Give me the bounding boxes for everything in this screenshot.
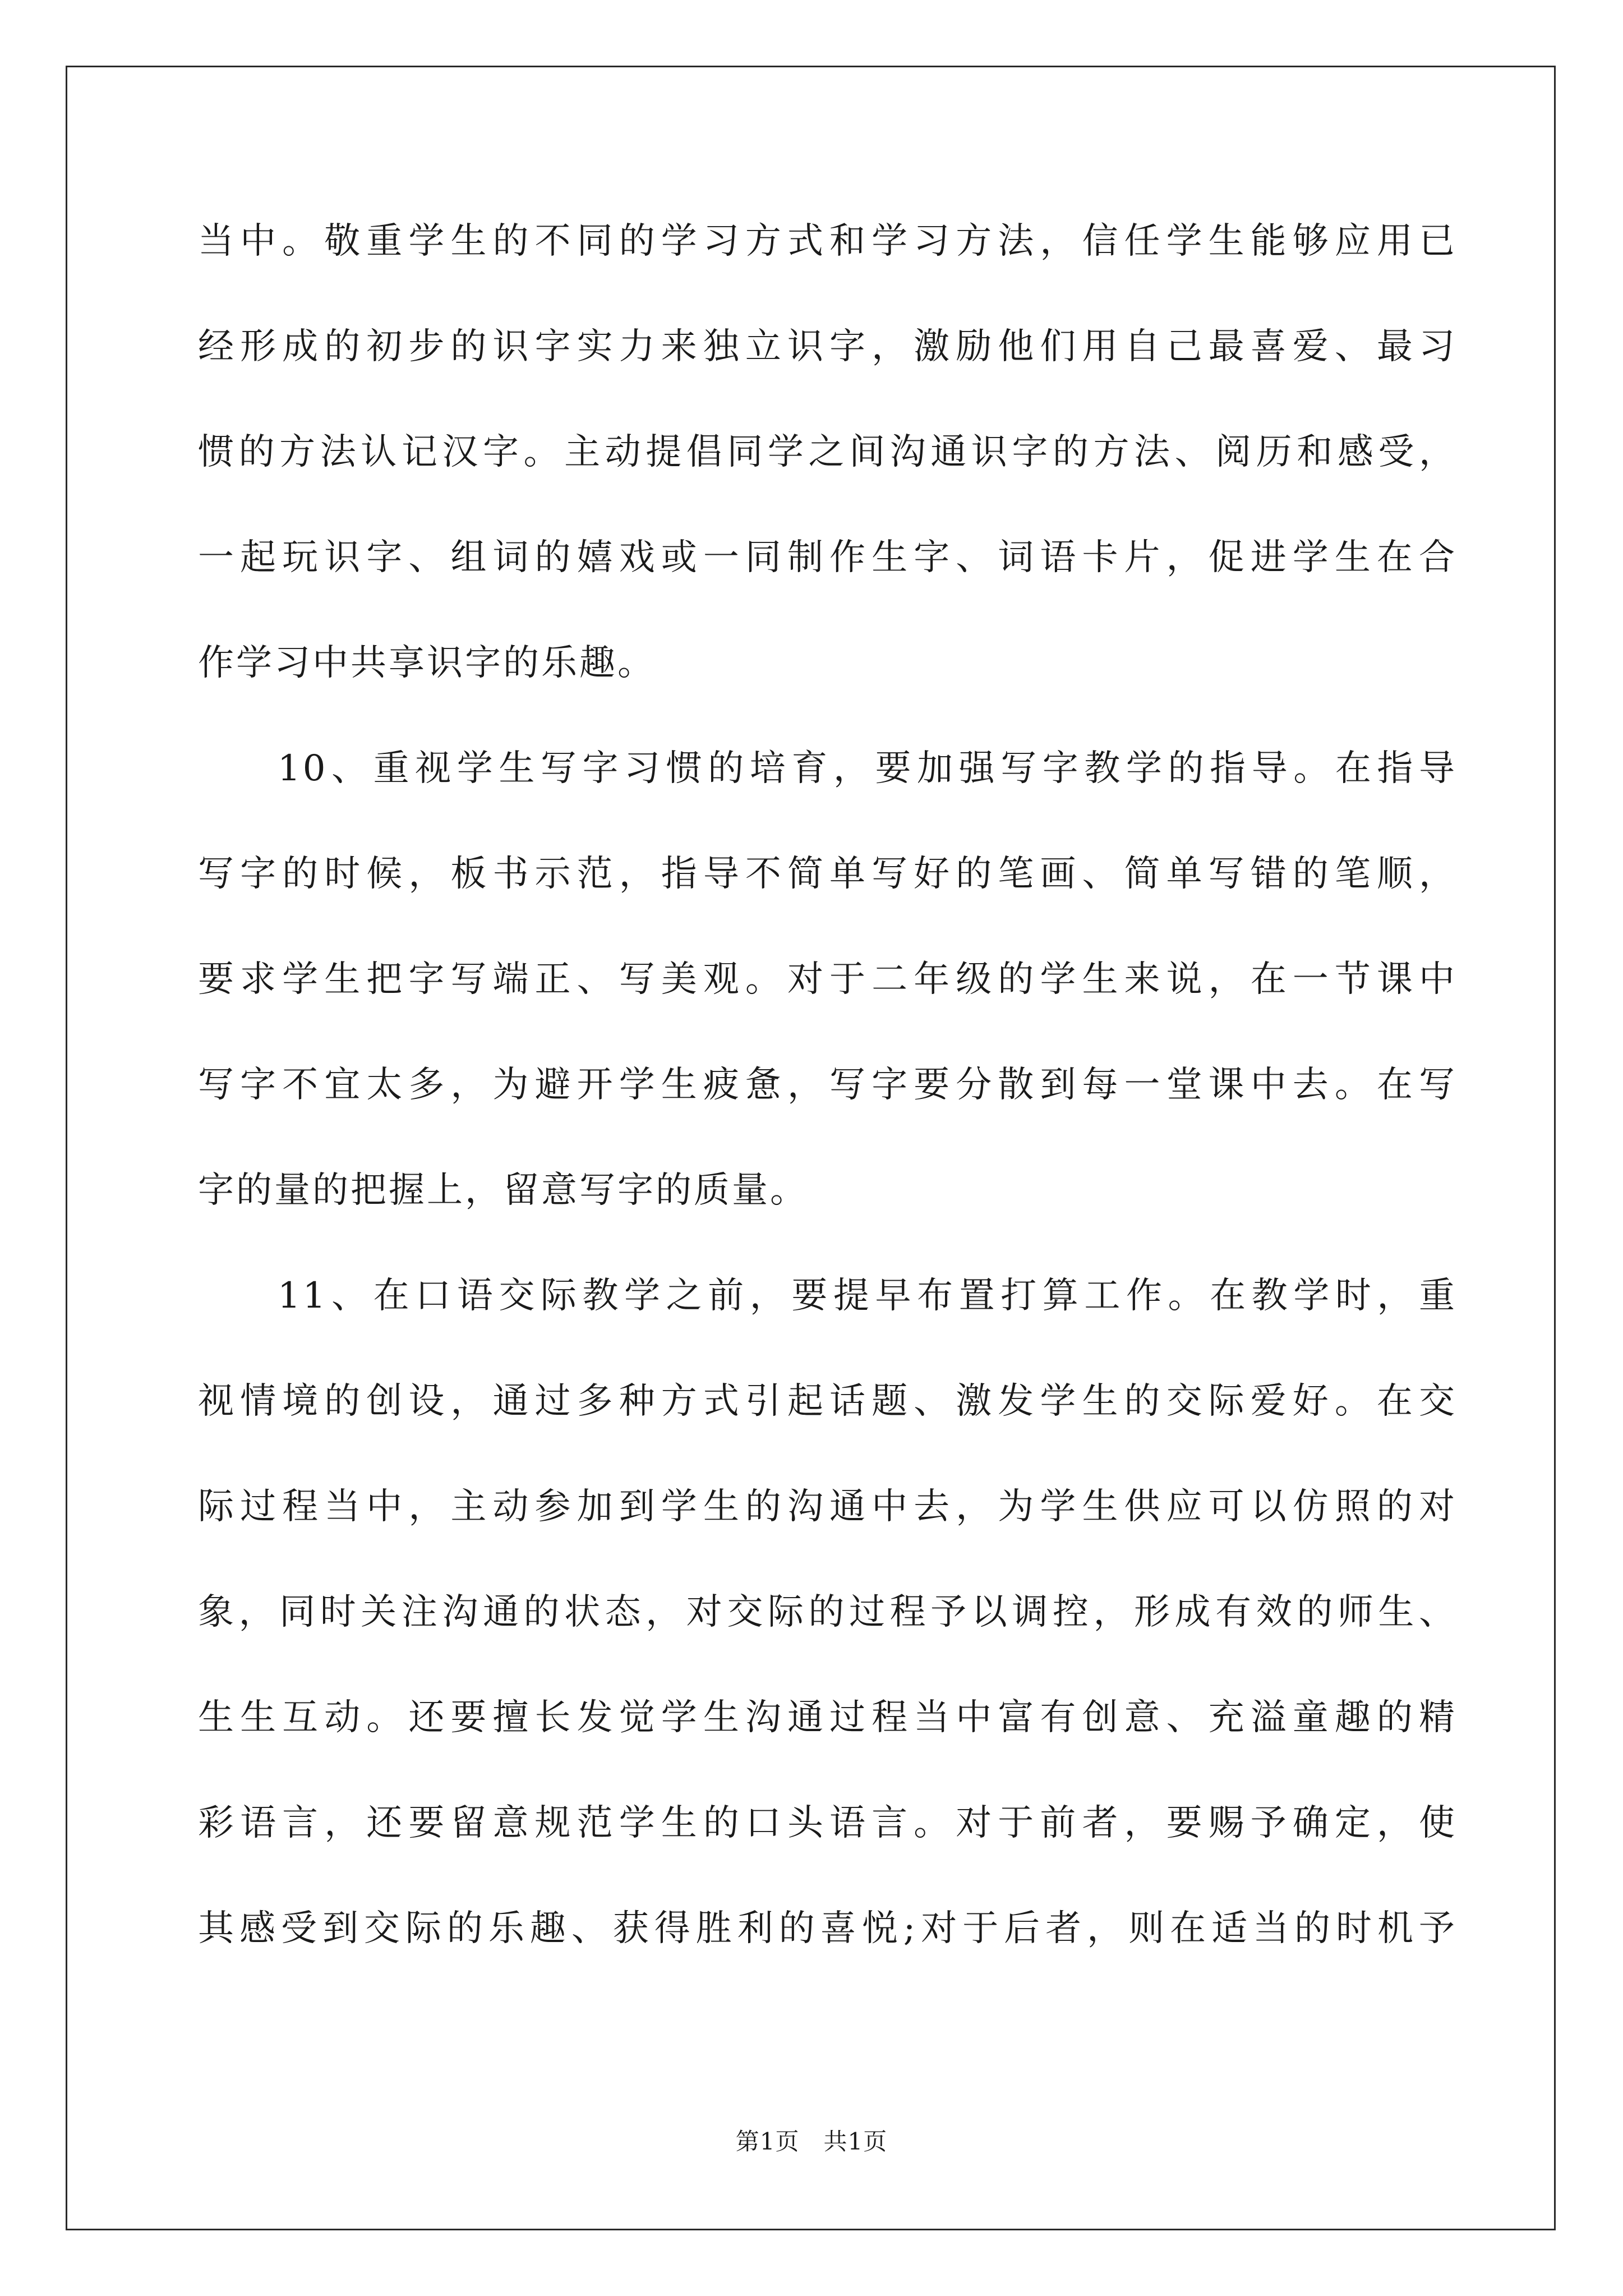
text-line: 彩语言，还要留意规范学生的口头语言。对于前者，要赐予确定，使	[198, 1802, 1457, 1844]
text-line: 写字不宜太多，为避开学生疲惫，写字要分散到每一堂课中去。在写	[198, 1064, 1457, 1106]
text-line: 字的量的把握上，留意写字的质量。	[198, 1170, 808, 1211]
text-line: 惯的方法认记汉字。主动提倡同学之间沟通识字的方法、阅历和感受，	[198, 431, 1457, 473]
paragraph-start-line: 10、重视学生写字习惯的培育，要加强写字教学的指导。在指导	[278, 748, 1457, 789]
text-line: 其感受到交际的乐趣、获得胜利的喜悦;对于后者，则在适当的时机予	[198, 1908, 1457, 1949]
text-line: 当中。敬重学生的不同的学习方式和学习方法，信任学生能够应用已	[198, 220, 1457, 262]
text-line: 写字的时候，板书示范，指导不简单写好的笔画、简单写错的笔顺，	[198, 853, 1457, 895]
text-line: 象，同时关注沟通的状态，对交际的过程予以调控，形成有效的师生、	[198, 1591, 1457, 1633]
text-line: 要求学生把字写端正、写美观。对于二年级的学生来说，在一节课中	[198, 959, 1457, 1000]
text-line: 视情境的创设，通过多种方式引起话题、激发学生的交际爱好。在交	[198, 1381, 1457, 1422]
page-footer: 第1页 共1页	[735, 2128, 888, 2155]
paragraph-start-line: 11、在口语交际教学之前，要提早布置打算工作。在教学时，重	[278, 1275, 1457, 1317]
text-line: 生生互动。还要擅长发觉学生沟通过程当中富有创意、充溢童趣的精	[198, 1697, 1457, 1738]
text-line: 经形成的初步的识字实力来独立识字，激励他们用自己最喜爱、最习	[198, 326, 1457, 367]
text-line: 一起玩识字、组词的嬉戏或一同制作生字、词语卡片，促进学生在合	[198, 537, 1457, 578]
text-line: 作学习中共享识字的乐趣。	[198, 642, 656, 684]
text-line: 际过程当中，主动参加到学生的沟通中去，为学生供应可以仿照的对	[198, 1486, 1457, 1527]
